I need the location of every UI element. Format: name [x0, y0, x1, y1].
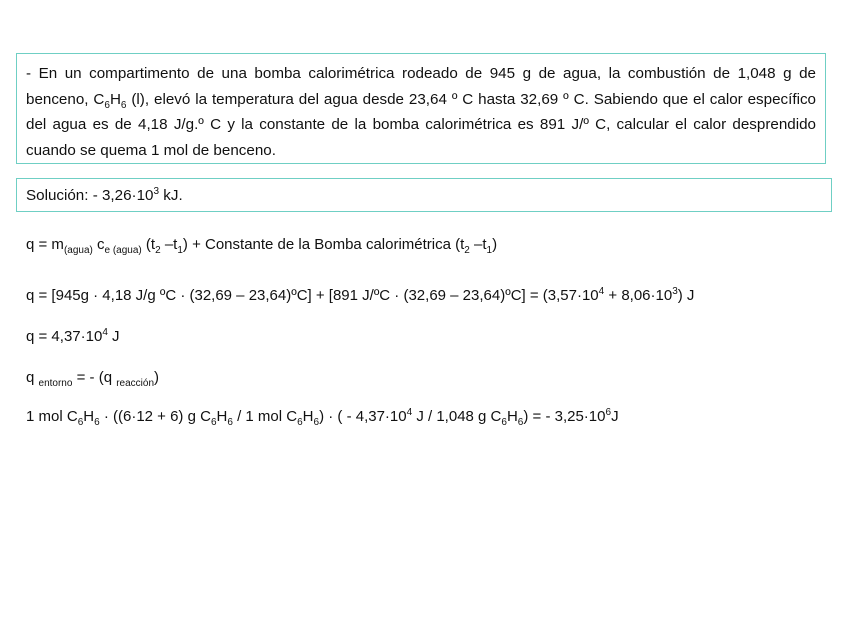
equation-heat-substitution: q = [945g · 4,18 J/g ºC · (32,69 – 23,64)ºC] + [891 J/ºC · (32,69 – 23,64)ºC] = $(3,57\cdot 10^4 + 8,06\cdot 10^3)$ J — [26, 286, 695, 304]
subscript: 6 — [104, 99, 110, 111]
equation-heat-sign: q $_{entorno}$ = - (q $_{reacción}$) — [26, 369, 160, 389]
subscript: 6 — [120, 99, 127, 111]
solution-text: kJ. — [159, 187, 183, 204]
equation-heat-result: $q = 4,37\cdot 10^4$ J — [26, 327, 120, 345]
problem-text: H — [109, 90, 121, 108]
equation-molar-heat: 1 mol $C_6H_6 \cdot ((6\cdot 12 + 6)$ g $C_6H_6 / 1$ mol $C_6H_6$) · ( - $4,37\cdot 10^4$ J / 1,048 g $C_6H_6$) = - $3,25\cdot 10^6J$ — [26, 407, 619, 428]
solution-text: Solución: - 3,26·10 — [26, 187, 154, 204]
solution-box — [16, 178, 832, 212]
equation-heat-formula: $q = m_{(agua)}$ $c_{e (agua)}$ ($t_2$ $-t_1$) + Constante de la Bomba calorimétrica ($t_2$ $-t_1$) — [26, 236, 498, 256]
superscript: 3 — [153, 186, 160, 197]
problem-text: (l), elevó la temperatura del agua desde 23,64 º C hasta 32,69 º C. Sabiendo que el calor específico del agua es de 4,18 J/g.º C y la constante de la bomba calorimétrica es 891 J/º C, calcular el calor desprendido cuando se quema 1 mol de benceno. — [26, 90, 816, 159]
problem-statement — [16, 53, 826, 164]
problem-text: - En un compartimento de una bomba calorimétrica rodeado de 945 g de agua, la combustión de 1,048 g de benceno, C — [26, 65, 816, 108]
